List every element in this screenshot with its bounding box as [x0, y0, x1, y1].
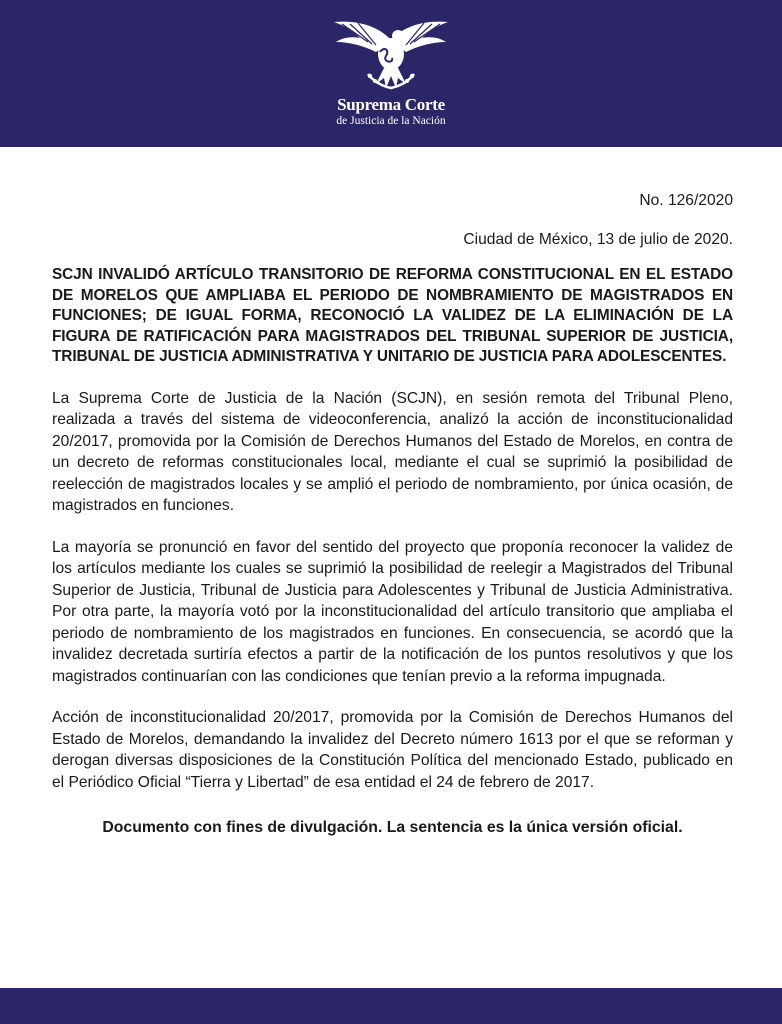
- release-number: No. 126/2020: [639, 192, 733, 209]
- header-banner: [0, 0, 782, 147]
- headline: SCJN INVALIDÓ ARTÍCULO TRANSITORIO DE REFORMA CONSTITUCIONAL EN EL ESTADO DE MORELOS QUE AMPLIABA EL PERIODO DE NOMBRAMIENTO DE MAGISTRADOS EN FUNCIONES; DE IGUAL FORMA, RECONOCIÓ LA VALIDEZ DE LA ELIMINACIÓN DE LA FIGURA DE RATIFICACIÓN PARA MAGISTRADOS DEL TRIBUNAL SUPERIOR DE JUSTICIA, TRIBUNAL DE JUSTICIA ADMINISTRATIVA Y UNITARIO DE JUSTICIA PARA ADOLESCENTES.: [52, 266, 733, 365]
- paragraph: La Suprema Corte de Justicia de la Nación (SCJN), en sesión remota del Tribunal Pleno, realizada a través del sistema de videoconferencia, analizó la acción de inconstitucionalidad 20/2017, promovida por la Comisión de Derechos Humanos del Estado de Morelos, en contra de un decreto de reformas constitucionales local, mediante el cual se suprimió la posibilidad de reelección de magistrados locales y se amplió el periodo de nombramiento, por única ocasión, de magistrados en funciones.: [52, 389, 733, 514]
- footer-band: [0, 988, 782, 1024]
- disclaimer: Documento con fines de divulgación. La sentencia es la única versión oficial.: [102, 819, 683, 836]
- press-release-body: [52, 190, 733, 854]
- release-date: Ciudad de México, 13 de julio de 2020.: [463, 230, 733, 248]
- paragraph: Acción de inconstitucionalidad 20/2017, promovida por la Comisión de Derechos Humanos del Estado de Morelos, demandando la invalidez del Decreto número 1613 por el que se reforman y derogan diversas disposiciones de la Constitución Política del mencionado Estado, publicado en el Periódico Oficial “Tierra y Libertad” de esa entidad el 24 de febrero de 2017.: [52, 709, 733, 791]
- org-name: Suprema Corte: [337, 95, 445, 114]
- eagle-emblem-icon: [328, 12, 454, 92]
- paragraph: La mayoría se pronunció en favor del sentido del proyecto que proponía reconocer la validez de los artículos mediante los cuales se suprimió la posibilidad de reelegir a Magistrados del Tribunal Superior de Justicia, Tribunal de Justicia para Adolescentes y Tribunal de Justicia Administrativa. Por otra parte, la mayoría votó por la inconstitucionalidad del artículo transitorio que ampliaba el periodo de nombramiento de los magistrados en funciones. En consecuencia, se acordó que la invalidez decretada surtiría efectos a partir de la notificación de los puntos resolutivos y que los magistrados continuarían con las condiciones que tenían previo a la reforma impugnada.: [52, 538, 733, 685]
- org-subtitle: de Justicia de la Nación: [336, 115, 446, 127]
